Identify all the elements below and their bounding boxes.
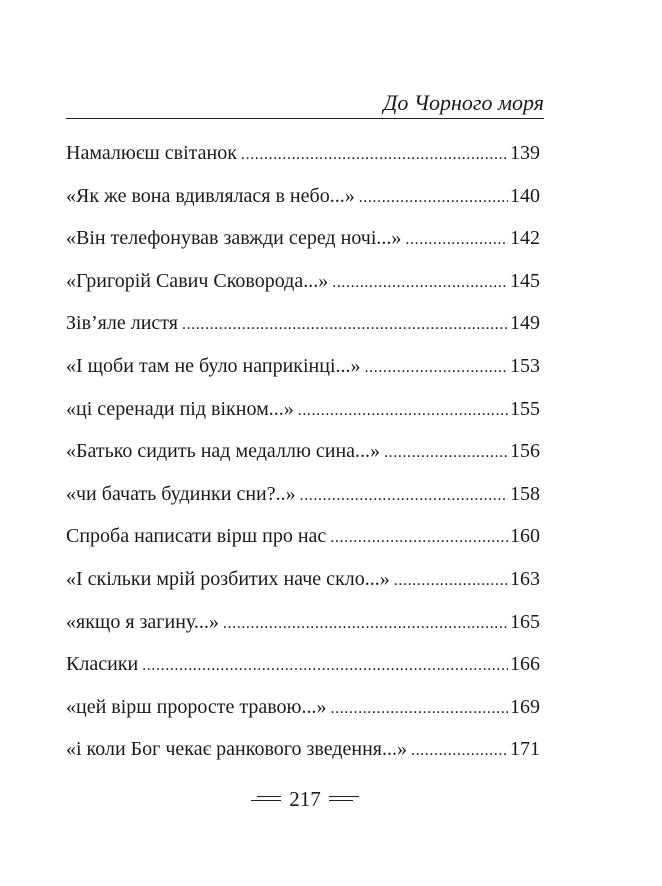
toc-entry-title: Спроба написати вірш про нас [66,525,327,548]
toc-entry[interactable] [66,178,540,221]
toc-entry-page: 171 [510,738,540,761]
toc-entry-page: 149 [510,312,540,335]
toc-entry-title: «ці серенади під вікном...» [66,397,294,420]
toc-entry-page: 169 [510,695,540,718]
toc-dot-leader [359,180,508,216]
page-number [250,786,360,812]
toc-entry-page: 166 [510,653,540,676]
table-of-contents [66,135,540,774]
toc-entry-title: «Батько сидить над медаллю сина...» [66,440,381,463]
toc-entry-page: 142 [510,227,540,250]
toc-entry[interactable] [66,646,540,689]
toc-dot-leader [330,520,508,556]
folio-ornament-right [329,795,359,803]
toc-entry-title: «Як же вона вдивлялася в небо...» [66,184,355,207]
toc-entry[interactable] [66,561,540,604]
toc-entry-title: «Він телефонував завжди серед ночі...» [66,227,402,250]
toc-entry[interactable] [66,348,540,391]
toc-entry-page: 160 [510,525,540,548]
toc-entry[interactable] [66,476,540,519]
toc-entry-page: 156 [510,440,540,463]
toc-entry[interactable] [66,604,540,647]
toc-entry-title: «якщо я загину...» [66,610,219,633]
toc-entry[interactable] [66,220,540,263]
toc-dot-leader [241,137,508,173]
toc-dot-leader [300,478,508,514]
toc-dot-leader [223,606,508,642]
toc-entry-page: 155 [510,397,540,420]
folio-ornament-left [251,795,281,803]
toc-entry-title: «Григорій Савич Сковорода...» [66,269,329,292]
toc-entry[interactable] [66,518,540,561]
toc-entry-page: 153 [510,354,540,377]
toc-entry-title: «І скільки мрій розбитих наче скло...» [66,567,390,590]
toc-entry[interactable] [66,731,540,774]
toc-entry-page: 163 [510,567,540,590]
toc-entry-title: Зів’яле листя [66,312,178,335]
toc-entry-title: Класики [66,653,139,676]
toc-dot-leader [331,691,509,727]
toc-entry-title: Намалюєш світанок [66,142,237,164]
toc-entry-title: «і коли Бог чекає ранкового зведення...» [66,738,407,761]
toc-entry-page: 158 [510,482,540,505]
toc-entry[interactable] [66,433,540,476]
toc-entry[interactable] [66,391,540,434]
toc-entry-page: 139 [510,142,540,164]
folio-number: 217 [289,787,321,811]
running-head: До Чорного моря [383,90,544,115]
toc-entry-page: 145 [510,269,540,292]
toc-dot-leader [142,648,508,684]
toc-dot-leader [182,307,508,343]
toc-entry-title: «І щоби там не було наприкінці...» [66,354,361,377]
toc-entry-title: «чи бачать будинки сни?..» [66,482,296,505]
header-rule [66,118,544,119]
toc-dot-leader [384,435,508,471]
toc-dot-leader [405,222,508,258]
toc-entry[interactable] [66,135,540,178]
toc-entry-page: 165 [510,610,540,633]
toc-entry[interactable] [66,263,540,306]
toc-dot-leader [332,265,508,301]
toc-dot-leader [298,393,508,429]
toc-dot-leader [394,563,508,599]
toc-entry[interactable] [66,689,540,732]
toc-entry-page: 140 [510,184,540,207]
toc-dot-leader [411,733,508,769]
toc-dot-leader [365,350,508,386]
toc-entry-title: «цей вірш проросте травою...» [66,695,327,718]
toc-entry[interactable] [66,305,540,348]
